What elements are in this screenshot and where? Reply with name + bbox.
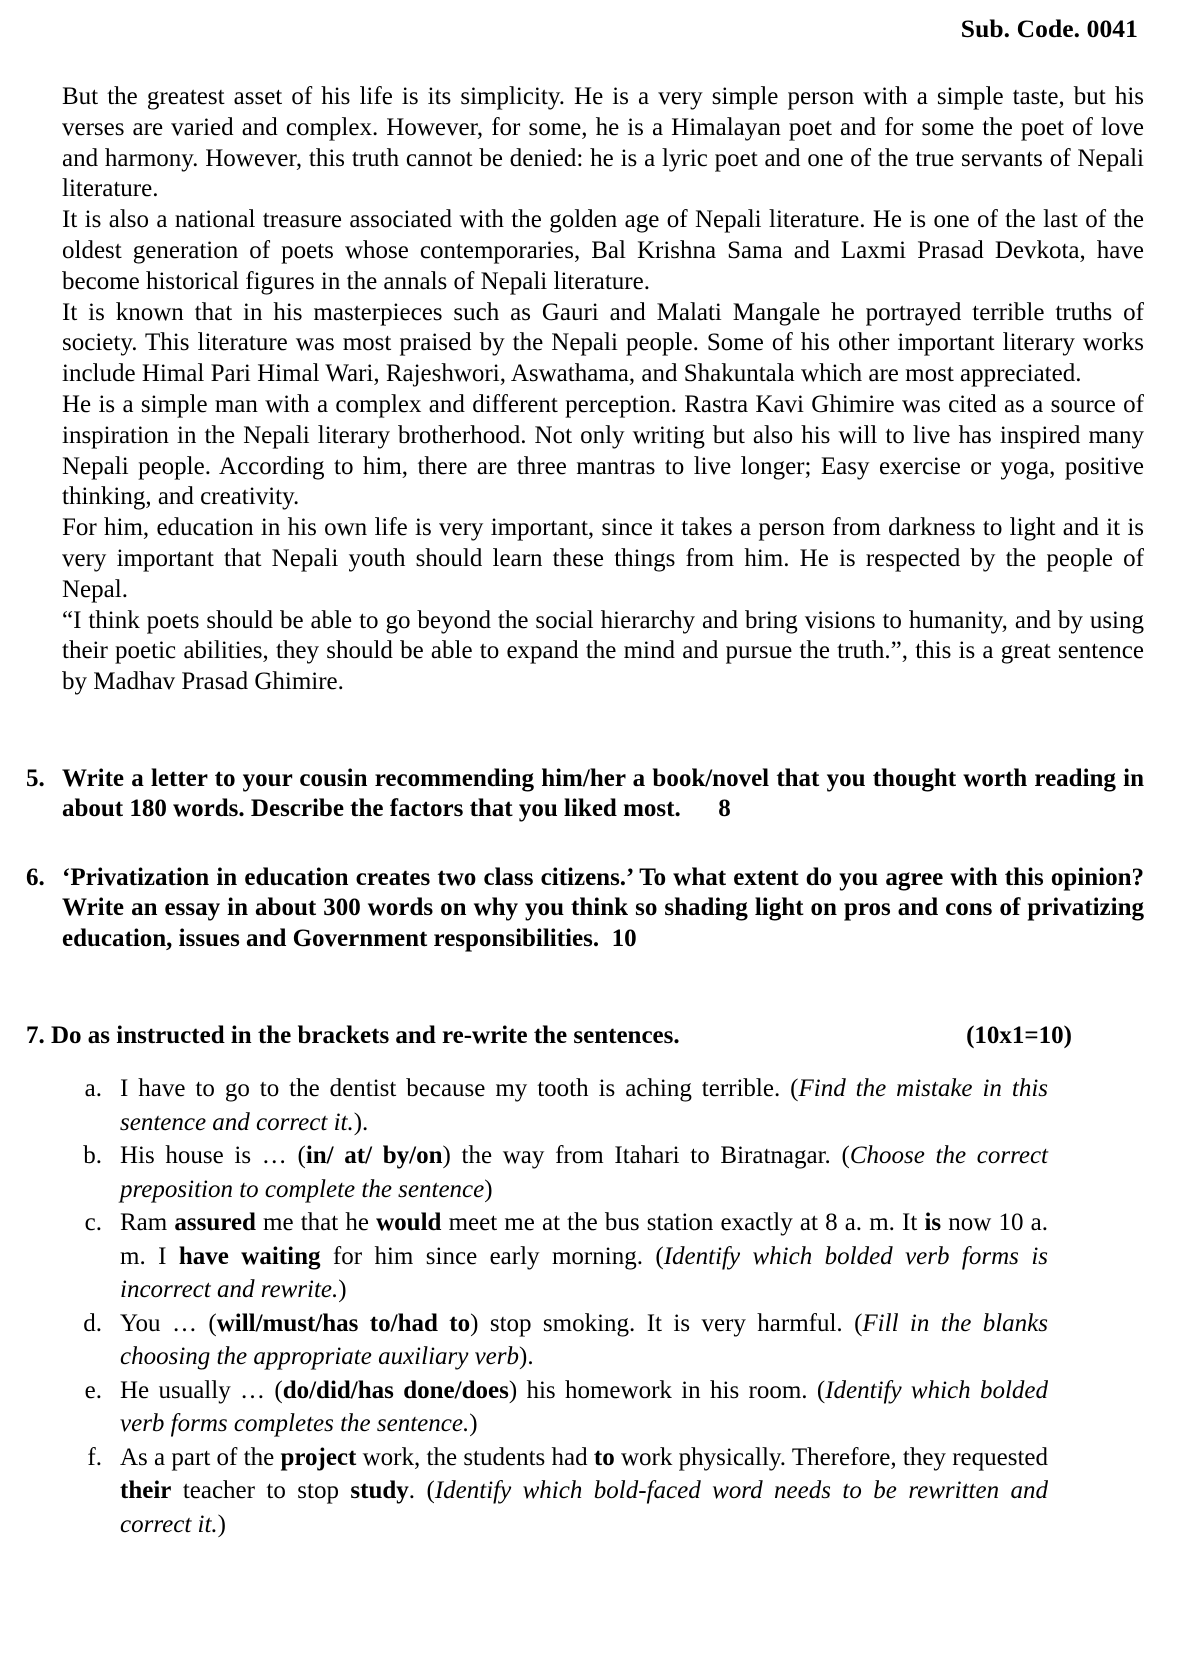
list-item xyxy=(62,1441,1048,1542)
list-item-sentence xyxy=(120,1139,1048,1206)
question-5 xyxy=(26,764,1144,825)
sentence-text: for him since early morning. ( xyxy=(320,1242,664,1270)
question-5-marks: 8 xyxy=(718,795,731,823)
option-bold: do/did/has done/does xyxy=(282,1376,509,1404)
passage-paragraph: For him, education in his own life is very important, since it takes a person from darkness to light and it is very important that Nepali youth should learn these things from him. He is respected by the people of Nepal. xyxy=(62,514,1144,603)
question-7-heading xyxy=(26,1022,1144,1050)
instruction-italic: Identify which bolded verb forms is incorrect and rewrite. xyxy=(120,1242,1048,1304)
question-6 xyxy=(26,863,1144,955)
list-item-letter: d. xyxy=(83,1309,102,1337)
instruction-italic: Choose the correct preposition to complete the sentence xyxy=(120,1142,1049,1203)
passage-paragraph: He is a simple man with a complex and different perception. Rastra Kavi Ghimire was cited as a source of inspiration in the Nepali literary brotherhood. Not only writing but also his will to live has inspired many Nepali people. According to him, there are three mantras to live longer; Easy exercise or yoga, positive thinking, and creativity. xyxy=(62,390,1144,511)
list-item xyxy=(62,1072,1048,1139)
reading-passage xyxy=(62,82,1144,698)
question-6-number: 6. xyxy=(26,863,45,891)
instruction-italic: Identify which bold-faced word needs to be rewritten and correct it. xyxy=(120,1477,1049,1538)
list-item-sentence xyxy=(120,1307,1048,1374)
question-5-number: 5. xyxy=(26,764,45,792)
passage-paragraph: “I think poets should be able to go beyond the social hierarchy and bring visions to humanity, and by using their poetic abilities, they should be able to expand the mind and pursue the truth.”, this is a great sentence by Madhav Prasad Ghimire. xyxy=(62,606,1144,696)
list-item xyxy=(62,1206,1048,1307)
option-bold: their xyxy=(120,1477,172,1505)
question-6-text: ‘Privatization in education creates two class citizens.’ To what extent do you agree with this opinion? Write an essay in about 300 words on why you think so shading light on pros and cons of privatizing education, issues and Government responsibilities. 10 xyxy=(62,863,1144,952)
sentence-text: ) stop smoking. It is very harmful. ( xyxy=(470,1309,863,1337)
option-bold: is xyxy=(924,1209,942,1237)
instruction-italic: Find the mistake in this sentence and correct it. xyxy=(120,1075,1048,1136)
sentence-text: work, the students had xyxy=(356,1443,594,1471)
option-bold: in/ at/ by/on xyxy=(305,1142,443,1170)
list-item-letter: a. xyxy=(84,1075,102,1103)
list-item-sentence xyxy=(120,1374,1048,1441)
option-bold: have waiting xyxy=(178,1242,321,1270)
list-item-sentence xyxy=(120,1072,1048,1139)
list-item xyxy=(62,1139,1048,1206)
sentence-text: ) xyxy=(469,1410,478,1438)
list-item-letter: e. xyxy=(84,1376,102,1404)
list-item-sentence xyxy=(120,1206,1048,1307)
question-7-marks: (10x1=10) xyxy=(966,1022,1072,1050)
sentence-text: . ( xyxy=(408,1477,435,1505)
list-item xyxy=(62,1374,1048,1441)
sentence-text: me that he xyxy=(255,1209,377,1237)
passage-paragraph: It is also a national treasure associated with the golden age of Nepali literature. He is one of the last of the oldest generation of poets whose contemporaries, Bal Krishna Sama and Laxmi Prasad Devkota, have become historical figures in the annals of Nepali literature. xyxy=(62,206,1144,295)
question-5-text: Write a letter to your cousin recommending him/her a book/novel that you thought worth reading in about 180 words. Describe the factors that you liked most. 8 xyxy=(62,764,1144,823)
question-6-marks: 10 xyxy=(611,924,637,952)
sentence-text: ) xyxy=(217,1510,226,1538)
list-item xyxy=(62,1307,1048,1374)
question-7 xyxy=(26,1022,1144,1541)
sentence-text: I have to go to the dentist because my tooth is aching terrible. ( xyxy=(120,1075,799,1103)
option-bold: assured xyxy=(174,1209,256,1237)
sentence-text: Ram xyxy=(120,1209,175,1237)
option-bold: to xyxy=(593,1443,615,1471)
sentence-text: ) his homework in his room. ( xyxy=(508,1376,826,1404)
sentence-text: He usually … ( xyxy=(120,1376,283,1404)
option-bold: project xyxy=(280,1443,357,1471)
list-item-letter: c. xyxy=(84,1209,102,1237)
list-item-sentence xyxy=(120,1441,1048,1542)
instruction-italic: Identify which bolded verb forms completes the sentence. xyxy=(120,1376,1049,1438)
sentence-text: work physically. Therefore, they requested xyxy=(614,1443,1048,1471)
sentence-text: ). xyxy=(519,1343,534,1371)
sentence-text: ). xyxy=(353,1108,369,1136)
option-bold: study xyxy=(350,1477,409,1505)
question-7-title: 7. Do as instructed in the brackets and re-write the sentences. xyxy=(26,1022,680,1050)
passage-paragraph: But the greatest asset of his life is its simplicity. He is a very simple person with a simple taste, but his verses are varied and complex. However, for some, he is a Himalayan poet and for some the poet of love and harmony. However, this truth cannot be denied: he is a lyric poet and one of the true servants of Nepali literature. xyxy=(62,83,1144,203)
sentence-text: As a part of the xyxy=(120,1443,281,1471)
passage-paragraph: It is known that in his masterpieces such as Gauri and Malati Mangale he portrayed terrible truths of society. This literature was most praised by the Nepali people. Some of his other important literary works include Himal Pari Himal Wari, Rajeshwori, Aswathama, and Shakuntala which are most appreciated. xyxy=(62,298,1144,388)
sentence-text: You … ( xyxy=(120,1309,217,1337)
option-bold: will/must/has to/had to xyxy=(216,1309,471,1337)
list-item-letter: b. xyxy=(83,1142,102,1170)
question-7-items xyxy=(62,1072,1048,1541)
subject-code-label: Sub. Code. 0041 xyxy=(960,14,1138,43)
sentence-text: teacher to stop xyxy=(171,1477,351,1505)
sentence-text: now 10 a. m. I xyxy=(120,1209,1048,1270)
option-bold: would xyxy=(376,1209,442,1237)
sentence-text: ) xyxy=(338,1276,347,1304)
sentence-text: His house is … ( xyxy=(120,1142,306,1170)
page-header xyxy=(0,0,1200,44)
sentence-text: ) xyxy=(484,1175,493,1203)
list-item-letter: f. xyxy=(87,1443,102,1471)
sentence-text: meet me at the bus station exactly at 8 a. m. It xyxy=(441,1209,925,1237)
instruction-italic: Fill in the blanks choosing the appropriate auxiliary verb xyxy=(120,1309,1048,1371)
sentence-text: ) the way from Itahari to Biratnagar. ( xyxy=(442,1142,850,1170)
